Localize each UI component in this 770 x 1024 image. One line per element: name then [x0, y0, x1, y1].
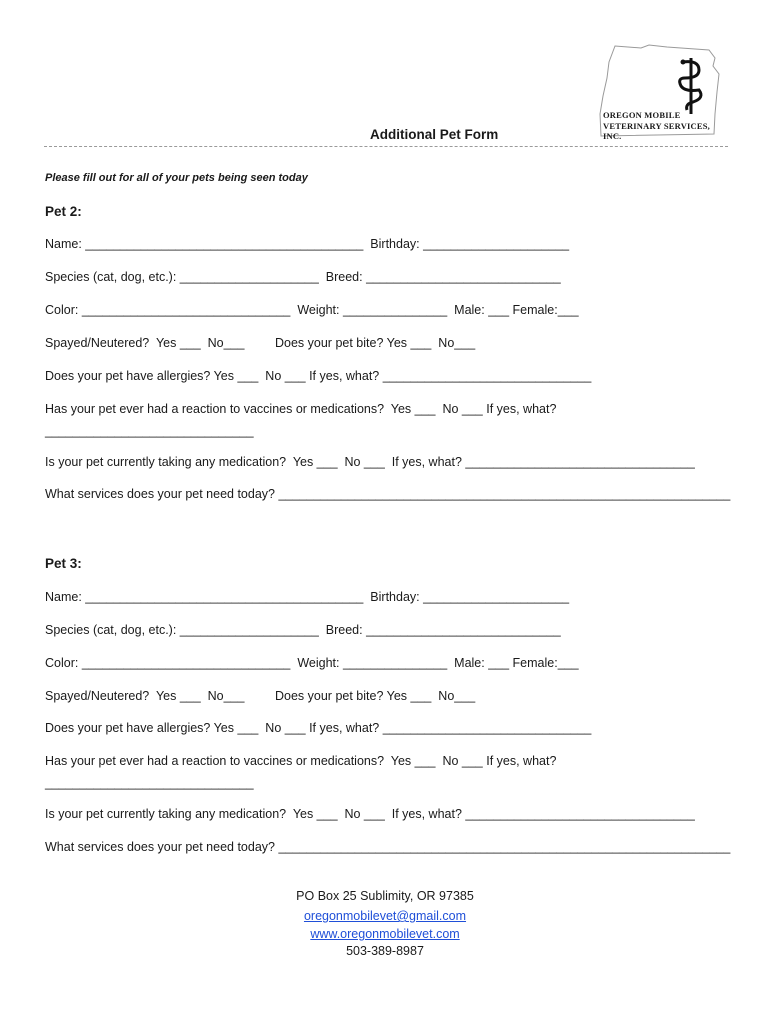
pet-3-medication-field[interactable]: Is your pet currently taking any medication? Yes ___ No ___ If yes, what? _________________________________	[45, 807, 695, 821]
logo-line-1: OREGON MOBILE	[603, 110, 681, 120]
pet-2-reaction-field[interactable]: Has your pet ever had a reaction to vaccines or medications? Yes ___ No ___ If yes, what?	[45, 402, 557, 416]
pet-2-heading: Pet 2:	[45, 204, 82, 219]
title-divider	[44, 146, 728, 147]
pet-2-color-weight-sex-field[interactable]: Color: ______________________________ Weight: _______________ Male: ___ Female:___	[45, 303, 579, 317]
company-logo	[597, 44, 729, 144]
pet-3-services-field[interactable]: What services does your pet need today? _________________________________________________________________	[45, 840, 731, 854]
form-instructions: Please fill out for all of your pets being seen today	[45, 172, 308, 184]
footer-email-link[interactable]: oregonmobilevet@gmail.com	[303, 909, 467, 923]
pet-2-spayed-field[interactable]: Spayed/Neutered? Yes ___ No___	[45, 336, 245, 350]
pet-3-spayed-field[interactable]: Spayed/Neutered? Yes ___ No___	[45, 689, 245, 703]
caduceus-icon	[673, 56, 709, 116]
pet-3-reaction-blank[interactable]: ______________________________	[45, 776, 254, 790]
pet-2-allergies-field[interactable]: Does your pet have allergies? Yes ___ No ___ If yes, what? ______________________________	[45, 369, 592, 383]
pet-3-bite-field[interactable]: Does your pet bite? Yes ___ No___	[275, 689, 476, 703]
pet-2-reaction-blank[interactable]: ______________________________	[45, 424, 254, 438]
pet-2-species-breed-field[interactable]: Species (cat, dog, etc.): ____________________ Breed: ____________________________	[45, 270, 561, 284]
pet-2-bite-field[interactable]: Does your pet bite? Yes ___ No___	[275, 336, 476, 350]
pet-3-heading: Pet 3:	[45, 556, 82, 571]
pet-2-medication-field[interactable]: Is your pet currently taking any medication? Yes ___ No ___ If yes, what? _________________________________	[45, 455, 695, 469]
footer-website-link[interactable]: www.oregonmobilevet.com	[310, 927, 460, 941]
pet-3-color-weight-sex-field[interactable]: Color: ______________________________ Weight: _______________ Male: ___ Female:___	[45, 656, 579, 670]
pet-2-services-field[interactable]: What services does your pet need today? _________________________________________________________________	[45, 487, 731, 501]
logo-line-2: VETERINARY SERVICES, INC.	[603, 121, 711, 141]
page-title: Additional Pet Form	[370, 127, 499, 142]
pet-3-allergies-field[interactable]: Does your pet have allergies? Yes ___ No ___ If yes, what? ______________________________	[45, 721, 592, 735]
footer-address: PO Box 25 Sublimity, OR 97385	[296, 889, 474, 903]
footer-phone: 503-389-8987	[346, 944, 424, 958]
pet-3-reaction-field[interactable]: Has your pet ever had a reaction to vaccines or medications? Yes ___ No ___ If yes, what?	[45, 754, 557, 768]
pet-3-species-breed-field[interactable]: Species (cat, dog, etc.): ____________________ Breed: ____________________________	[45, 623, 561, 637]
pet-2-name-birthday-field[interactable]: Name: ________________________________________ Birthday: _____________________	[45, 237, 570, 251]
pet-3-name-birthday-field[interactable]: Name: ________________________________________ Birthday: _____________________	[45, 590, 570, 604]
